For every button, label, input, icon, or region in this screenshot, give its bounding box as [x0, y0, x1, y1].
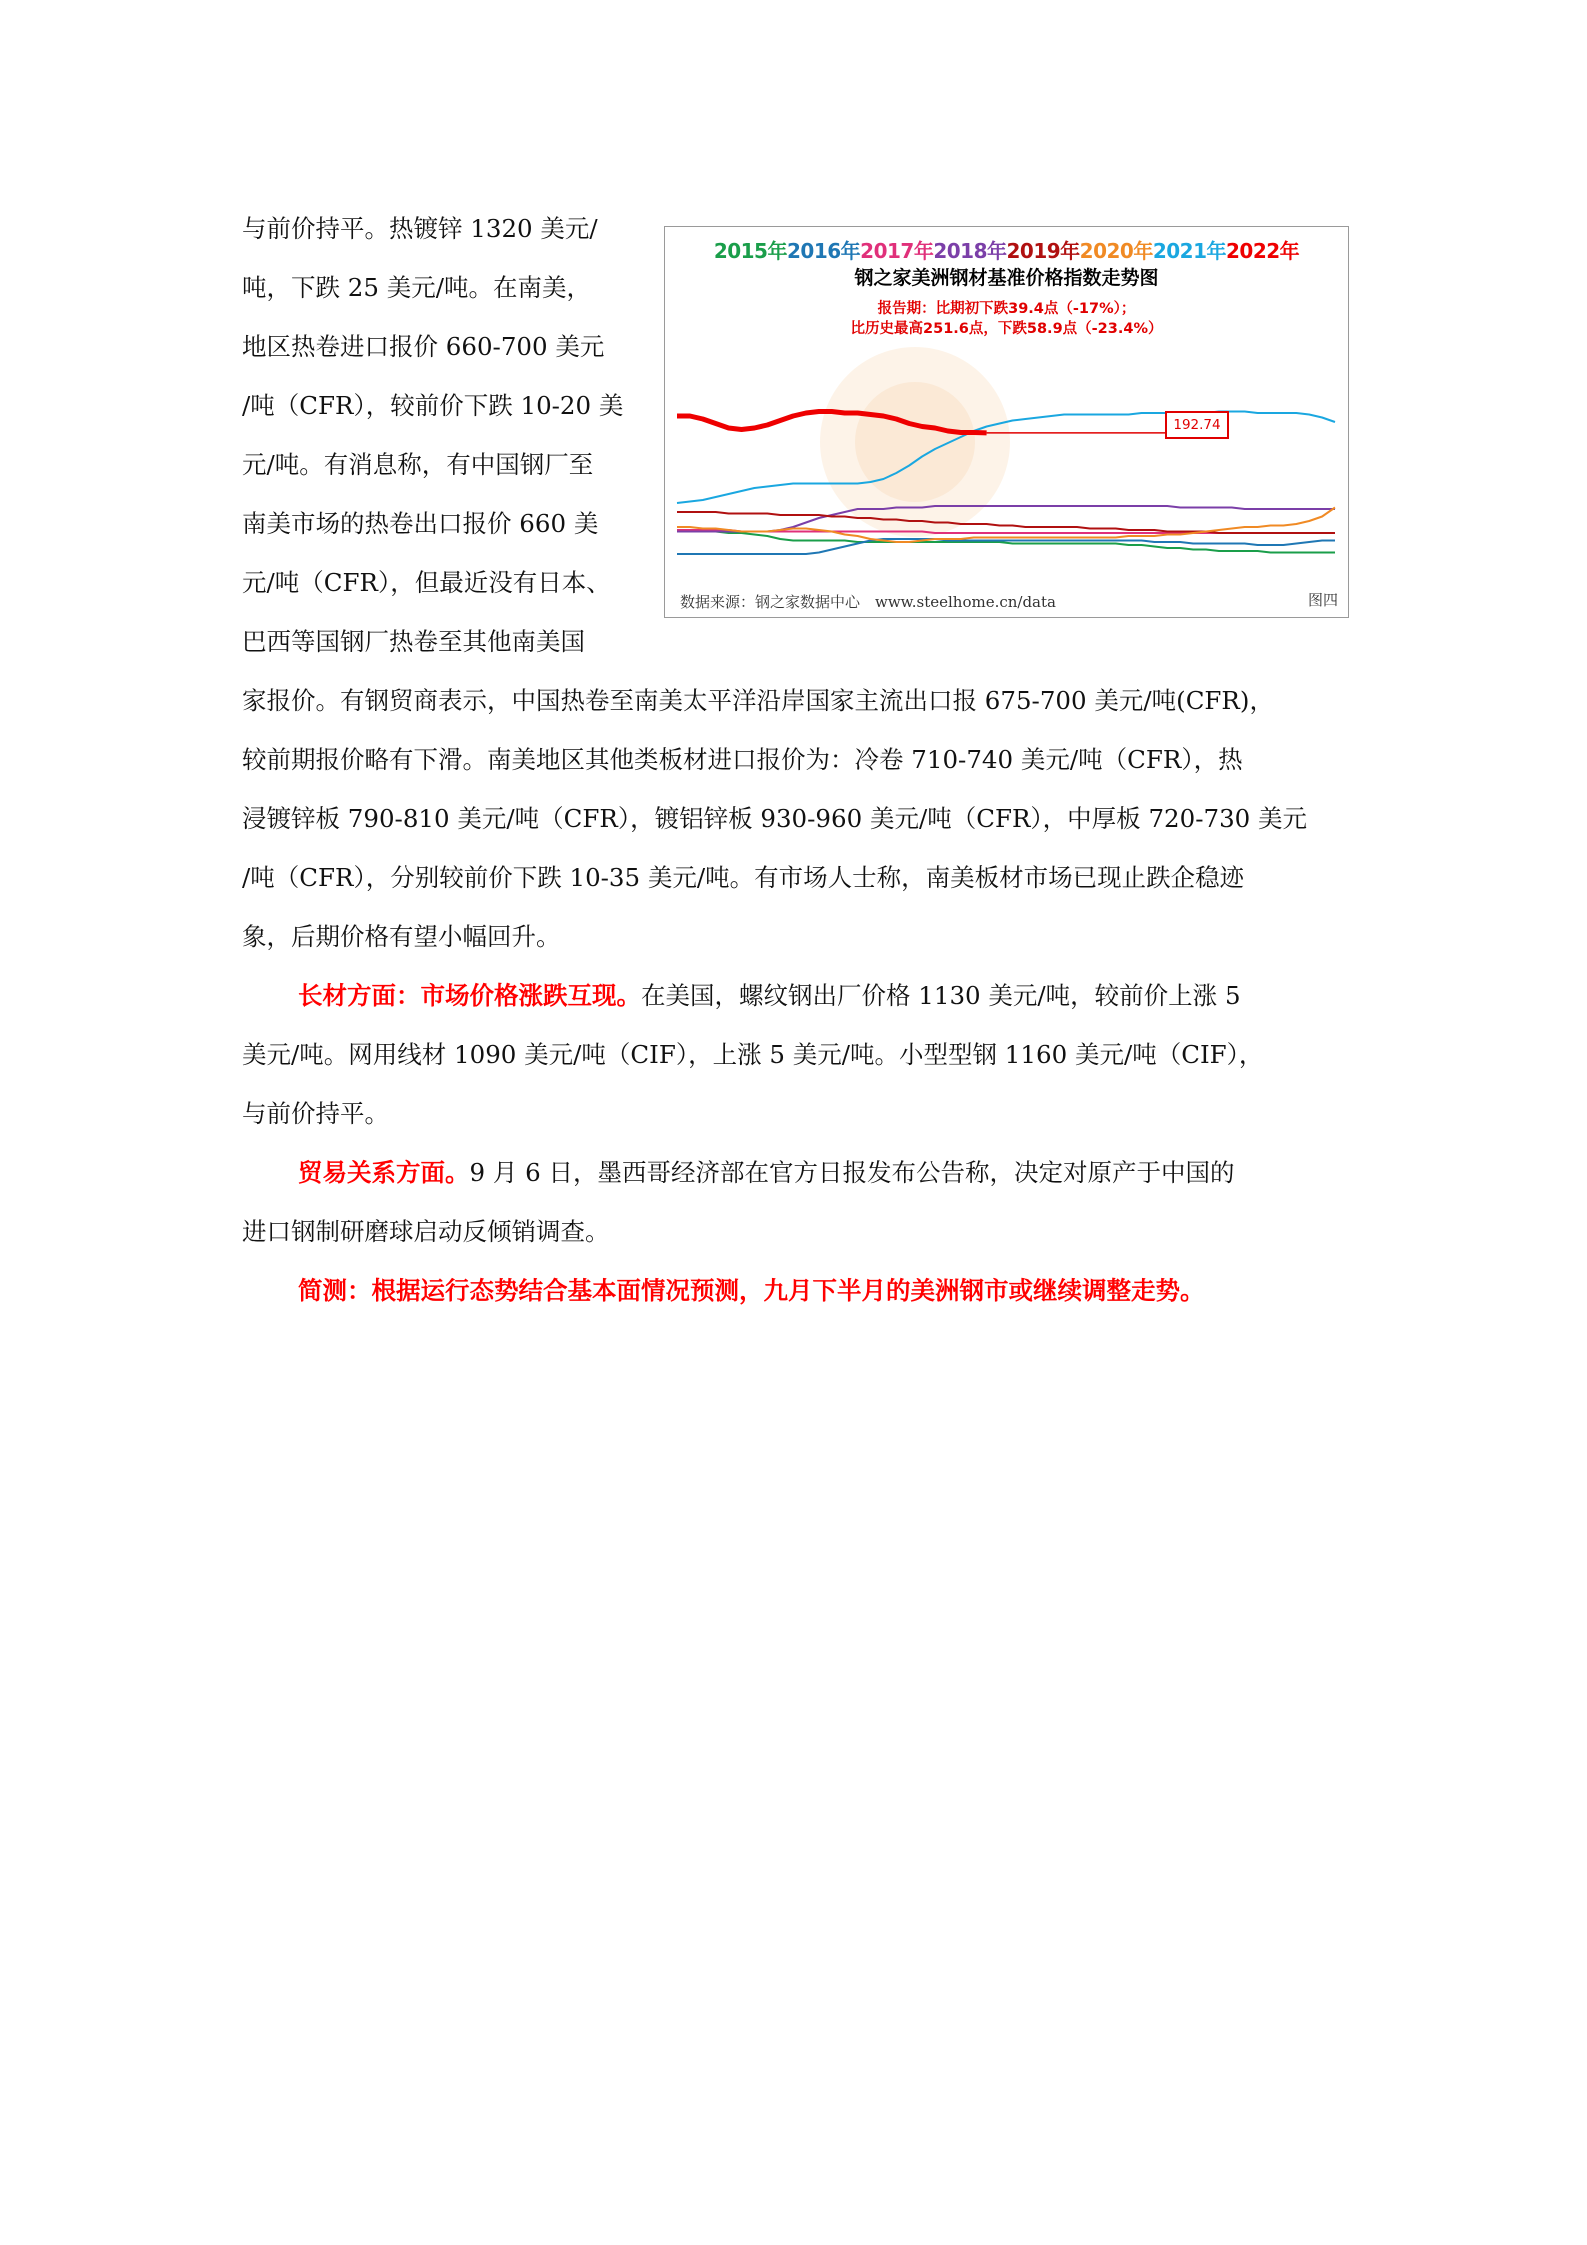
body-text-line: 家报价。有钢贸商表示，中国热卷至南美太平洋沿岸国家主流出口报 675-700 美元/吨(CFR)， [242, 686, 1274, 715]
long-products-heading: 长材方面：市场价格涨跌互现。 [298, 981, 641, 1010]
legend-2017: 2017年 [860, 239, 934, 263]
price-index-figure [664, 226, 1349, 618]
body-text-line: 浸镀锌板 790-810 美元/吨（CFR），镀铝锌板 930-960 美元/吨（CFR），中厚板 720-730 美元 [242, 804, 1308, 833]
legend-2019: 2019年 [1006, 239, 1080, 263]
trade-line-2: 进口钢制研磨球启动反倾销调查。 [242, 1217, 610, 1246]
legend-2016: 2016年 [786, 239, 861, 263]
chart-title: 钢之家美洲钢材基准价格指数走势图 [854, 267, 1159, 289]
wrap-text-line: 吨，下跌 25 美元/吨。在南美， [242, 273, 592, 302]
chart-subtitle-2: 比历史最高251.6点，下跌58.9点（-23.4%） [850, 321, 1163, 337]
trade-heading: 贸易关系方面。 [298, 1158, 470, 1187]
legend-2022: 2022年 [1226, 239, 1300, 263]
end-value-label: 192.74 [1165, 411, 1229, 439]
wrap-text-line: 元/吨（CFR），但最近没有日本、 [242, 568, 611, 597]
chart-source: 数据来源：钢之家数据中心 www.steelhome.cn/data [680, 593, 1056, 611]
figure-label: 图四 [1307, 591, 1338, 609]
forecast-line: 简测：根据运行态势结合基本面情况预测，九月下半月的美洲钢市或继续调整走势。 [298, 1276, 1205, 1305]
wrap-text-line: 巴西等国钢厂热卷至其他南美国 [242, 627, 585, 656]
wrap-text-line: 地区热卷进口报价 660-700 美元 [242, 332, 605, 361]
wrap-text-line: 南美市场的热卷出口报价 660 美 [242, 509, 599, 538]
body-text-line: 较前期报价略有下滑。南美地区其他类板材进口报价为：冷卷 710-740 美元/吨（CFR），热 [242, 745, 1243, 774]
legend-2018: 2018年 [933, 239, 1007, 263]
legend-years [665, 235, 1348, 264]
body-text-line: /吨（CFR），分别较前价下跌 10-35 美元/吨。有市场人士称，南美板材市场已现止跌企稳迹 [242, 863, 1245, 892]
trade-line-1 [298, 1158, 1235, 1188]
legend-2021: 2021年 [1152, 239, 1227, 263]
wrap-text-line: 元/吨。有消息称，有中国钢厂至 [242, 450, 594, 479]
long-products-line-2: 美元/吨。网用线材 1090 美元/吨（CIF），上涨 5 美元/吨。小型型钢 1160 美元/吨（CIF）， [242, 1040, 1264, 1069]
wrap-text-line: 与前价持平。热镀锌 1320 美元/ [242, 214, 598, 243]
long-products-line-1 [298, 981, 1241, 1011]
legend-2020: 2020年 [1079, 239, 1153, 263]
watermark-inner-circle [855, 382, 975, 502]
chart-subtitle-1: 报告期：比期初下跌39.4点（-17%）； [877, 301, 1136, 317]
long-products-line-3: 与前价持平。 [242, 1099, 389, 1128]
long-products-text: 在美国，螺纹钢出厂价格 1130 美元/吨，较前价上涨 5 [641, 981, 1241, 1010]
trade-text: 9 月 6 日，墨西哥经济部在官方日报发布公告称，决定对原产于中国的 [469, 1158, 1235, 1187]
legend-2015: 2015年 [713, 239, 787, 263]
body-text-line: 象，后期价格有望小幅回升。 [242, 922, 561, 951]
wrap-text-line: /吨（CFR），较前价下跌 10-20 美 [242, 391, 624, 420]
